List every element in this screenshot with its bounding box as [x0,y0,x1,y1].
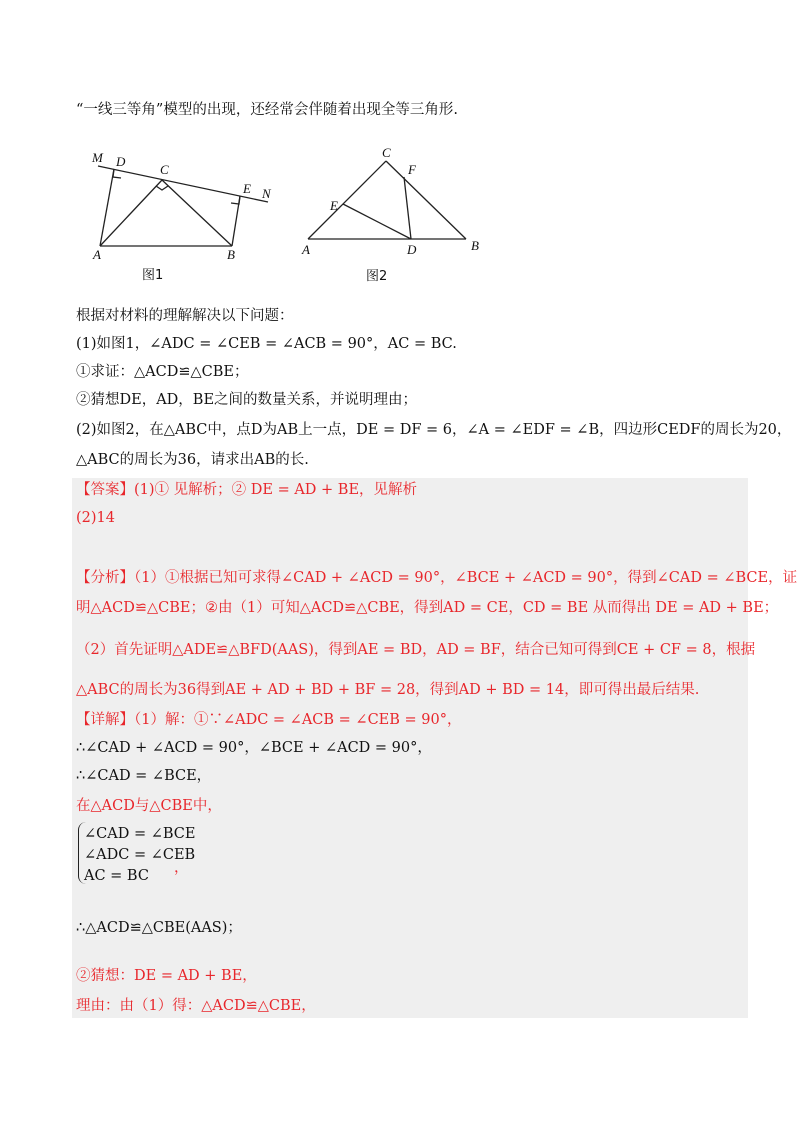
answer-line2: (2)14 [76,510,115,526]
system-comma: ， [174,860,189,876]
fig2-label-C: C [382,145,391,160]
figure-2 [298,144,498,284]
system-line2: ∠ADC = ∠CEB [84,847,196,863]
detail-line5: ∴△ACD≌△CBE(AAS)； [76,920,242,936]
fig1-caption: 图1 [142,268,164,283]
fig2-caption: 图2 [366,269,388,284]
analysis-line3: （2）首先证明△ADE≌△BFD(AAS)，得到AE = BD，AD = BF，结合已知可得到CE + CF = 8，根据 [76,642,756,658]
question-2-line2: △ABC的周长为36，请求出AB的长. [76,452,309,468]
fig2-label-E: E [330,198,338,213]
fig2-label-B: B [471,238,479,253]
analysis-line2: 明△ACD≌△CBE；②由（1）可知△ACD≌△CBE，得到AD = CE，CD = BE 从而得出 DE = AD + BE； [76,600,779,616]
fig1-label-E: E [243,181,251,196]
question-1b: ②猜想DE，AD，BE之间的数量关系，并说明理由； [76,392,418,408]
fig1-label-A: A [93,247,101,262]
analysis-line1: 【分析】（1）①根据已知可求得∠CAD + ∠ACD = 90°，∠BCE + ∠ACD = 90°，得到∠CAD = ∠BCE，证 [76,570,798,586]
detail-line7: 理由：由（1）得：△ACD≌△CBE， [76,998,316,1014]
detail-line2: ∴∠CAD + ∠ACD = 90°，∠BCE + ∠ACD = 90°， [76,740,432,756]
analysis-line4: △ABC的周长为36得到AE + AD + BD + BF = 28，得到AD + BD = 14，即可得出最后结果. [76,682,700,698]
question-2-line1: (2)如图2，在△ABC中，点D为AB上一点，DE = DF = 6，∠A = ∠EDF = ∠B，四边形CEDF的周长为20， [76,422,792,438]
fig1-label-M: M [92,150,103,165]
system-line1: ∠CAD = ∠BCE [84,826,196,842]
fig2-label-D: D [407,242,417,257]
fig1-label-N: N [262,186,271,201]
fig2-label-F: F [408,162,416,177]
detail-line3: ∴∠CAD = ∠BCE， [76,768,212,784]
fig1-label-C: C [160,162,169,177]
system-line3: AC = BC [84,868,149,884]
detail-line6: ②猜想：DE = AD + BE， [76,968,257,984]
fig1-label-B: B [227,247,235,262]
question-1: (1)如图1，∠ADC = ∠CEB = ∠ACB = 90°，AC = BC. [76,336,457,352]
figure-1 [90,146,280,286]
prompt-text: 根据对材料的理解解决以下问题： [76,308,294,324]
question-1a: ①求证：△ACD≌△CBE； [76,364,249,380]
detail-line1: 【详解】（1）解：①∵∠ADC = ∠ACB = ∠CEB = 90°， [76,712,462,728]
fig2-label-A: A [302,242,310,257]
intro-text: “一线三等角”模型的出现，还经常会伴随着出现全等三角形. [76,102,458,118]
fig1-label-D: D [116,154,126,169]
detail-line4: 在△ACD与△CBE中， [76,798,222,814]
answer-line1: 【答案】(1)① 见解析；② DE = AD + BE，见解析 [76,482,418,498]
